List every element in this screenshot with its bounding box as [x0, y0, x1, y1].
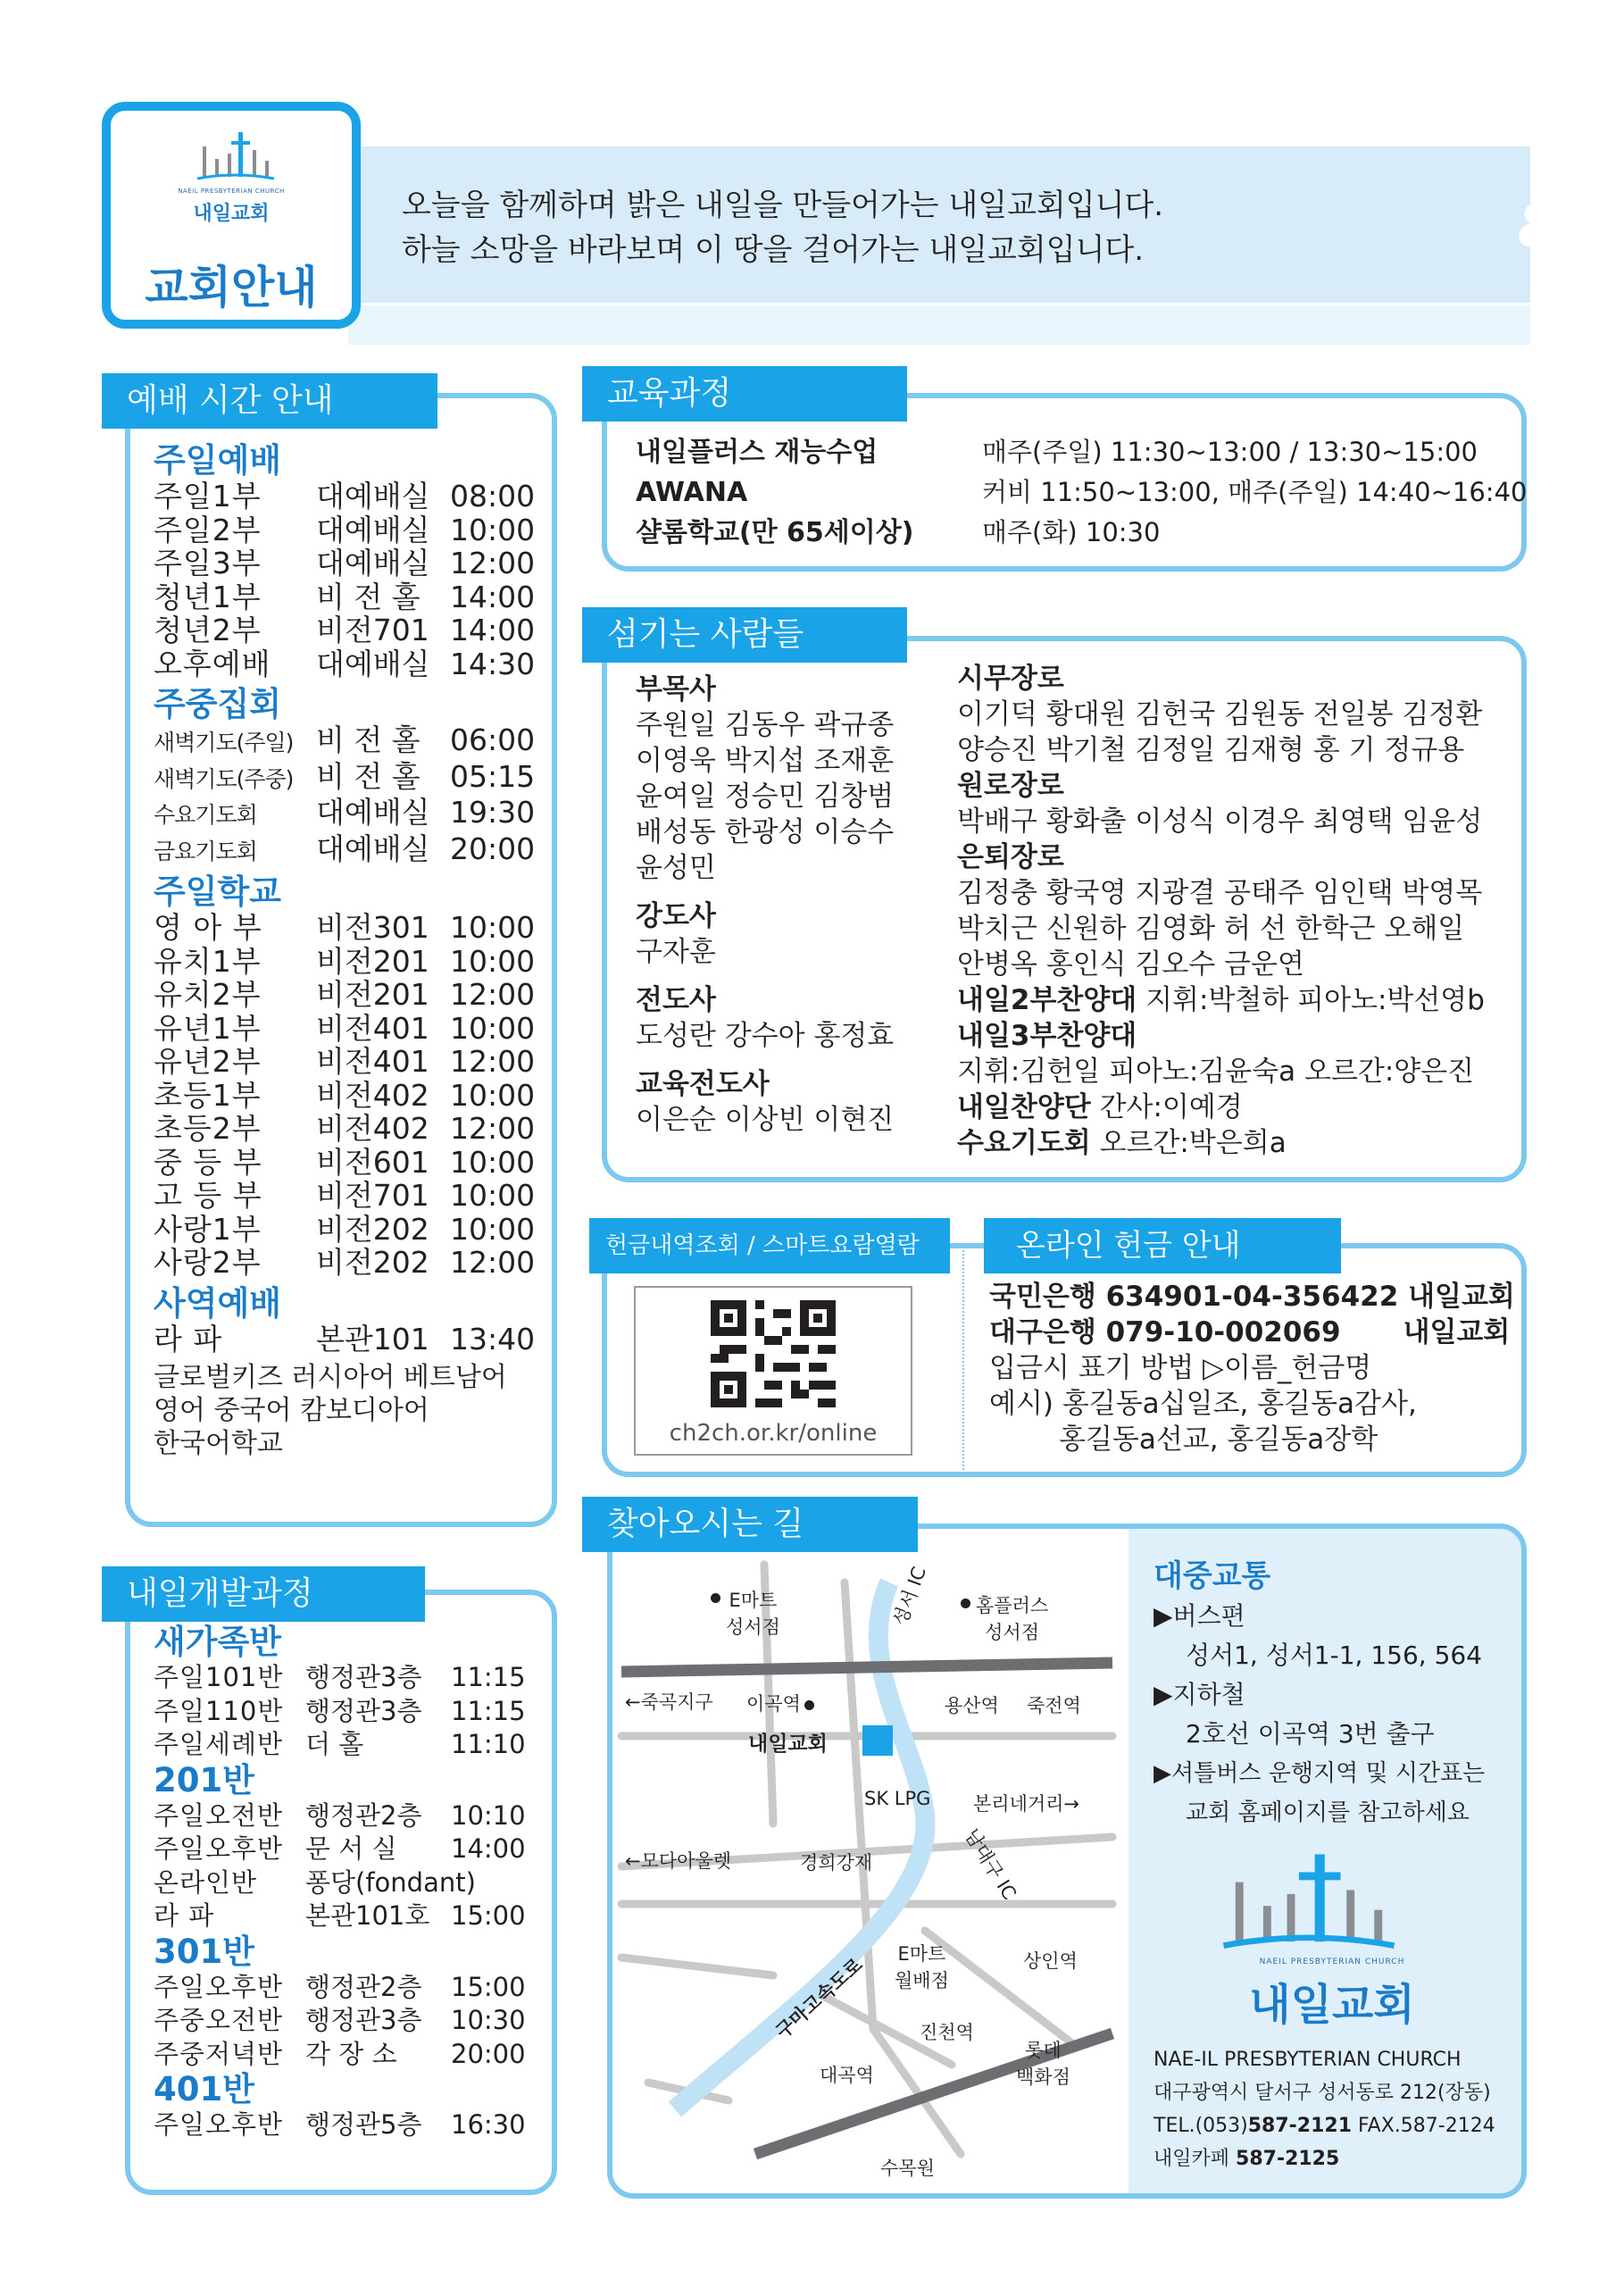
schedule-row	[154, 1012, 546, 1046]
senior-list	[957, 804, 1520, 839]
dev-group-list	[154, 1661, 546, 1762]
schedule-name: 사랑1부	[154, 1211, 262, 1247]
schedule-name: 유치2부	[154, 977, 262, 1012]
schedule-place: 문 서 실	[305, 1833, 397, 1864]
qr-panel[interactable]	[634, 1286, 912, 1456]
servant-line: 이영욱 박지섭 조재훈	[636, 745, 895, 777]
schedule-row	[154, 1079, 546, 1113]
map-sangin: 상인역	[1023, 1950, 1078, 1972]
church-tel: 587-2121	[1247, 2115, 1353, 2137]
cafe-label: 내일카페	[1153, 2148, 1230, 2170]
bus-title: ▶버스편	[1153, 1601, 1245, 1631]
wed-info: 오르간:박은희a	[1099, 1127, 1287, 1159]
schedule-place: 비전201	[316, 943, 429, 979]
subway-info: 2호선 이곡역 3번 출구	[1186, 1719, 1435, 1749]
map-sk-lpg: SK LPG	[864, 1788, 931, 1809]
education-time: 매주(주일) 11:30~13:00 / 13:30~15:00	[982, 437, 1478, 467]
transit-logo-eng: NAEIL PRESBYTERIAN CHURCH	[1259, 1958, 1405, 1966]
schedule-time: 10:30	[451, 2005, 526, 2035]
map-emart-wolbae: E마트 월배점	[895, 1943, 949, 1991]
choir2-title: 내일2부찬양대	[957, 984, 1137, 1016]
map-bonri: 본리네거리→	[973, 1793, 1080, 1815]
schedule-time: 12:00	[450, 546, 536, 580]
servant-line: 윤성민	[636, 852, 716, 884]
schedule-place: 비전402	[316, 1111, 429, 1146]
global-kids	[154, 1361, 546, 1460]
servant-line: 구자훈	[636, 936, 716, 968]
dev-group-title: 301반	[154, 1932, 254, 1971]
school-title: 주일학교	[154, 872, 281, 911]
schedule-time: 08:00	[450, 479, 536, 513]
map-emart: E마트 성서점	[711, 1586, 780, 1640]
schedule-row	[154, 2108, 546, 2142]
schedule-time: 10:00	[450, 1211, 536, 1247]
associate-title: 부목사	[636, 673, 716, 705]
education-row	[636, 432, 1527, 472]
offering-method: 입금시 표기 방법 ▷이름_헌금명	[989, 1352, 1372, 1384]
education-time: 매주(화) 10:30	[982, 517, 1161, 547]
intro-line-2: 하늘 소망을 바라보며 이 땅을 걸어가는 내일교회입니다.	[402, 232, 1145, 268]
schedule-place: 비전401	[316, 1044, 429, 1079]
logo-english: NAEIL PRESBYTERIAN CHURCH	[178, 188, 285, 195]
schedule-name: 주일3부	[154, 546, 262, 580]
servant-line: 양승진 박기철 김정일 김재형 홍 기 정규용	[957, 734, 1465, 766]
servant-line: 김정충 황국영 지광결 공태주 임인택 박영목	[957, 877, 1483, 909]
education-row	[636, 513, 1527, 553]
development-content	[154, 1624, 546, 2142]
offering-online-tab: 온라인 헌금 안내	[984, 1218, 1341, 1273]
schedule-row	[154, 1146, 546, 1180]
schedule-place: 비전201	[316, 977, 429, 1012]
schedule-time: 16:30	[451, 2109, 526, 2140]
dev-group-title: 새가족반	[154, 1623, 281, 1661]
servant-line: 이기덕 황대원 김헌국 김원동 전일봉 김정환	[957, 698, 1483, 730]
schedule-place: 대예배실	[316, 831, 430, 866]
schedule-place: 행정관3층	[305, 1662, 422, 1692]
schedule-place: 비전701	[316, 613, 429, 647]
schedule-time: 10:10	[451, 1799, 526, 1831]
schedule-time: 10:00	[450, 943, 536, 979]
schedule-time: 14:00	[450, 579, 536, 614]
schedule-row	[154, 1246, 546, 1280]
schedule-name: 새벽기도(주일)	[154, 730, 294, 755]
header-logo-box	[102, 102, 361, 329]
choir3-info: 지휘:김헌일 피아노:김윤숙a 오르간:양은진	[957, 1056, 1475, 1088]
shuttle-title: ▶셔틀버스 운행지역 및 시간표는	[1153, 1760, 1486, 1787]
directions-box	[607, 1524, 1527, 2199]
schedule-name: 수요기도회	[154, 802, 257, 828]
preacher-list	[636, 934, 948, 970]
schedule-name: 주일오전반	[154, 1799, 284, 1831]
schedule-time: 12:00	[450, 1044, 536, 1079]
map-gyeonghui: 경희강재	[800, 1852, 873, 1874]
schedule-time: 14:30	[450, 646, 536, 681]
evangelist-title: 전도사	[636, 984, 716, 1016]
evangelist-list	[636, 1018, 948, 1054]
worship-content	[154, 442, 546, 1460]
servant-line: 안병옥 홍인식 김오수 금운연	[957, 948, 1304, 981]
schedule-name: 주중오전반	[154, 2005, 284, 2035]
servant-line: 이은순 이상빈 이현진	[636, 1104, 895, 1136]
servant-line: 도성란 강수아 홍정효	[636, 1020, 895, 1052]
bus-routes: 성서1, 성서1-1, 156, 564	[1186, 1640, 1483, 1670]
schedule-row	[154, 547, 546, 580]
offering-query-tab: 헌금내역조회 / 스마트요람열람	[589, 1218, 950, 1273]
church-cafe-line	[1153, 2142, 1520, 2175]
preacher-title: 강도사	[636, 900, 716, 932]
schedule-place: 비전601	[316, 1144, 429, 1180]
education-tab: 교육과정	[582, 366, 907, 422]
intro-line-1: 오늘을 함께하며 밝은 내일을 만들어가는 내일교회입니다.	[402, 188, 1164, 223]
map-seongseo-ic: 성서 IC	[889, 1564, 930, 1629]
directions-tab: 찾아오시는 길	[582, 1497, 918, 1552]
schedule-row	[154, 580, 546, 614]
schedule-name: 사랑2부	[154, 1245, 262, 1280]
schedule-name: 영 아 부	[154, 910, 262, 945]
education-list	[636, 432, 1527, 553]
map-lotte: 롯데 백화점	[1016, 2040, 1070, 2088]
sunday-title: 주일예배	[154, 441, 281, 480]
schedule-time: 10:00	[450, 910, 536, 945]
schedule-place: 비 전 홀	[316, 722, 421, 757]
schedule-place: 대예배실	[316, 479, 430, 513]
schedule-row	[154, 2038, 546, 2072]
offering-example-1: 예시) 홍길동a십일조, 홍길동a감사,	[989, 1388, 1417, 1420]
schedule-time: 15:00	[451, 1900, 526, 1931]
schedule-row	[154, 1971, 546, 2005]
schedule-time: 12:00	[450, 1111, 536, 1146]
schedule-time: 20:00	[451, 2038, 526, 2069]
schedule-row	[154, 1112, 546, 1146]
schedule-place: 행정관2층	[305, 1971, 422, 2002]
church-address: 대구광역시 달서구 성서동로 212(장동)	[1153, 2082, 1491, 2104]
church-logo-icon	[196, 129, 276, 186]
schedule-name: 고 등 부	[154, 1178, 262, 1213]
choir2-line	[957, 982, 1520, 1018]
schedule-name: 주일101반	[154, 1662, 284, 1692]
servants-tab: 섬기는 사람들	[582, 607, 907, 663]
edu-evangelist-list	[636, 1102, 948, 1138]
schedule-row	[154, 1799, 546, 1833]
schedule-time: 14:00	[450, 613, 536, 647]
schedule-row	[154, 1866, 546, 1900]
transit-info	[1153, 1556, 1520, 1832]
schedule-place: 행정관5층	[305, 2109, 422, 2140]
servants-right	[957, 661, 1520, 1161]
schedule-place: 본관101호	[305, 1900, 430, 1931]
schedule-row	[154, 647, 546, 681]
schedule-row	[154, 1899, 546, 1933]
map-namdaegu-ic: 남대구 IC	[960, 1824, 1020, 1904]
schedule-name: 주일오후반	[154, 1833, 284, 1864]
tel-prefix: TEL.(053)	[1153, 2115, 1248, 2137]
dev-group-title: 201반	[154, 1760, 254, 1799]
praise-title: 내일찬양단	[957, 1091, 1091, 1123]
schedule-row	[154, 1661, 546, 1695]
schedule-time: 14:00	[451, 1833, 526, 1864]
offering-example-2: 홍길동a선교, 홍길동a장학	[1059, 1423, 1378, 1456]
mission-title: 사역예배	[154, 1283, 281, 1323]
schedule-name: 주일오후반	[154, 2109, 284, 2140]
page-number: 8	[1518, 191, 1561, 262]
servant-line: 박배구 황화출 이성식 이경우 최영택 임윤성	[957, 806, 1483, 838]
schedule-place: 비전202	[316, 1245, 429, 1280]
wed-line	[957, 1125, 1520, 1161]
global-line-3: 한국어학교	[154, 1428, 283, 1459]
schedule-place: 대예배실	[316, 795, 430, 830]
servant-line: 배성동 한광성 이승수	[636, 816, 895, 848]
schedule-row	[154, 1045, 546, 1079]
schedule-time: 06:00	[450, 722, 536, 757]
map-expressway: 구마고속도로	[771, 1954, 867, 2043]
dev-group-list	[154, 1971, 546, 2072]
schedule-name: 주중저녁반	[154, 2038, 284, 2069]
schedule-place: 비 전 홀	[316, 758, 421, 794]
schedule-time: 20:00	[450, 831, 536, 866]
schedule-row	[154, 2004, 546, 2038]
bank-2	[989, 1315, 1515, 1350]
schedule-name: 라 파	[154, 1321, 223, 1357]
schedule-place: 각 장 소	[305, 2038, 397, 2069]
schedule-row	[154, 760, 546, 797]
map-daegok: 대곡역	[820, 2065, 874, 2086]
schedule-place: 비전301	[316, 910, 429, 945]
schedule-time: 10:00	[450, 1077, 536, 1113]
development-tab: 내일개발과정	[102, 1566, 425, 1622]
map-yongsan: 용산역	[945, 1695, 999, 1716]
church-cafe: 587-2125	[1236, 2148, 1340, 2170]
schedule-place: 비전202	[316, 1211, 429, 1247]
schedule-row	[154, 1179, 546, 1213]
schedule-place: 행정관3층	[305, 1695, 422, 1726]
weekday-title: 주중집회	[154, 685, 281, 723]
schedule-time: 10:00	[450, 1144, 536, 1180]
schedule-row	[154, 723, 546, 760]
schedule-place: 더 홀	[305, 1729, 364, 1759]
transit-logo-church: 내일교회	[1249, 1980, 1415, 2030]
schedule-time: 15:00	[451, 1971, 526, 2002]
choir3-title: 내일3부찬양대	[957, 1020, 1137, 1052]
education-time: 커비 11:50~13:00, 매주(주일) 14:40~16:40	[982, 477, 1528, 507]
schedule-row	[154, 945, 546, 979]
schedule-time: 11:15	[451, 1662, 526, 1692]
education-row	[636, 472, 1527, 513]
schedule-place: 비전701	[316, 1178, 429, 1213]
schedule-time: 11:15	[451, 1695, 526, 1726]
shuttle-info: 교회 홈페이지를 참고하세요	[1186, 1799, 1470, 1826]
schedule-name: 주일2부	[154, 512, 262, 547]
schedule-row	[154, 480, 546, 513]
church-fax: FAX.587-2124	[1358, 2115, 1495, 2137]
global-line-1: 글로벌키즈 러시아어 베트남어	[154, 1362, 507, 1393]
global-line-2: 영어 중국어 캄보디아어	[154, 1395, 429, 1426]
map-jincheon: 진천역	[920, 2022, 974, 2043]
intro-text	[402, 183, 1163, 272]
transit-title: 대중교통	[1153, 1558, 1271, 1594]
education-name: 내일플러스 재능수업	[636, 437, 879, 468]
schedule-name: 라 파	[154, 1900, 215, 1931]
schedule-place: 비 전 홀	[316, 579, 421, 614]
bank-2-name: 내일교회	[1403, 1316, 1511, 1348]
schedule-name: 금요기도회	[154, 838, 257, 864]
schedule-name: 오후예배	[154, 646, 271, 681]
education-name: 샬롬학교(만 65세이상)	[636, 517, 914, 548]
servant-line: 주원일 김동우 곽규종	[636, 709, 895, 741]
senior-title: 원로장로	[957, 770, 1064, 802]
schedule-name: 주일110반	[154, 1695, 284, 1726]
schedule-name: 유치1부	[154, 943, 262, 979]
church-contact	[1153, 2043, 1520, 2175]
bank-1: 국민은행 634901-04-356422 내일교회	[989, 1281, 1515, 1313]
church-logo-large-icon	[1220, 1850, 1398, 1958]
schedule-place: 대예배실	[316, 512, 430, 547]
schedule-name: 주일세례반	[154, 1729, 284, 1759]
praise-line	[957, 1089, 1520, 1125]
schedule-time: 13:40	[450, 1321, 536, 1357]
schedule-name: 주일1부	[154, 479, 262, 513]
servant-line: 박치근 신원하 김영화 허 선 한학근 오해일	[957, 913, 1465, 945]
map-igok: 이곡역	[746, 1690, 814, 1716]
schedule-place: 비전402	[316, 1077, 429, 1113]
schedule-row	[154, 614, 546, 647]
schedule-row	[154, 1323, 546, 1357]
schedule-row	[154, 513, 546, 547]
schedule-name: 초등2부	[154, 1111, 262, 1146]
logo-church-name: 내일교회	[193, 203, 270, 225]
schedule-place: 대예배실	[316, 546, 430, 580]
schedule-row	[154, 1728, 546, 1762]
map-jukgok: ←죽곡지구	[625, 1691, 713, 1713]
schedule-name: 초등1부	[154, 1077, 262, 1113]
church-location-marker	[862, 1725, 893, 1756]
schedule-row	[154, 911, 546, 945]
schedule-name: 유년2부	[154, 1044, 262, 1079]
wed-title: 수요기도회	[957, 1127, 1091, 1159]
schedule-name: 주일오후반	[154, 1971, 284, 2002]
map-church: 내일교회	[748, 1732, 828, 1756]
retired-list	[957, 875, 1520, 982]
weekday-list	[154, 723, 546, 868]
schedule-place: 비전401	[316, 1010, 429, 1046]
map-homeplus: 홈플러스 성서점	[961, 1591, 1048, 1645]
worship-tab: 예배 시간 안내	[102, 373, 437, 429]
schedule-time: 10:00	[450, 1178, 536, 1213]
schedule-name: 새벽기도(주중)	[154, 765, 294, 792]
church-tel-line	[1153, 2109, 1520, 2142]
schedule-place: 행정관3층	[305, 2005, 422, 2035]
schedule-time: 05:15	[450, 758, 536, 794]
dev-group-list	[154, 1799, 546, 1933]
schedule-time: 10:00	[450, 512, 536, 547]
schedule-name: 중 등 부	[154, 1144, 262, 1180]
sunday-list	[154, 480, 546, 680]
mission-list	[154, 1323, 546, 1357]
schedule-name: 온라인반	[154, 1866, 258, 1898]
edu-evangelist-title: 교육전도사	[636, 1068, 770, 1100]
servants-left	[636, 672, 948, 1138]
schedule-time: 12:00	[450, 1245, 536, 1280]
header-band-lower	[348, 305, 1530, 345]
schedule-place: 대예배실	[316, 646, 430, 681]
schedule-place: 행정관2층	[305, 1799, 422, 1831]
elders-list	[957, 697, 1520, 768]
offering-divider	[962, 1250, 964, 1473]
schedule-place: 퐁당(fondant)	[305, 1866, 476, 1898]
subway-title: ▶지하철	[1153, 1680, 1245, 1709]
map-sumokwon: 수목원	[880, 2158, 935, 2179]
retired-title: 은퇴장로	[957, 841, 1064, 873]
qr-code-icon[interactable]	[711, 1298, 836, 1409]
schedule-time: 19:30	[450, 795, 536, 830]
bank-2-account: 대구은행 079-10-002069	[989, 1316, 1341, 1348]
education-name: AWANA	[636, 477, 748, 508]
schedule-row	[154, 832, 546, 869]
choir2-info: 지휘:박철하 피아노:박선영b	[1145, 984, 1485, 1016]
map-moda: ←모다아울렛	[625, 1850, 732, 1872]
schedule-row	[154, 796, 546, 832]
schedule-name: 청년1부	[154, 579, 262, 614]
schedule-place: 본관101	[316, 1321, 429, 1357]
schedule-name: 유년1부	[154, 1010, 262, 1046]
dev-group-title: 401반	[154, 2070, 254, 2108]
elders-title: 시무장로	[957, 663, 1064, 695]
schedule-row	[154, 978, 546, 1012]
qr-url[interactable]: ch2ch.or.kr/online	[669, 1420, 878, 1447]
schedule-row	[154, 1695, 546, 1729]
associate-list	[636, 707, 948, 886]
schedule-time: 10:00	[450, 1010, 536, 1046]
schedule-row	[154, 1832, 546, 1866]
schedule-row	[154, 1213, 546, 1247]
church-eng-name: NAE-IL PRESBYTERIAN CHURCH	[1153, 2049, 1462, 2071]
school-list	[154, 911, 546, 1280]
praise-info: 간사:이예경	[1099, 1091, 1243, 1123]
online-offering-info	[989, 1279, 1515, 1457]
page-title: 교회안내	[145, 262, 318, 313]
schedule-time: 12:00	[450, 977, 536, 1012]
map-jukjeon: 죽전역	[1027, 1695, 1081, 1716]
dev-group-list	[154, 2108, 546, 2142]
servant-line: 윤여일 정승민 김창범	[636, 781, 895, 813]
schedule-name: 청년2부	[154, 613, 262, 647]
schedule-time: 11:10	[451, 1729, 526, 1759]
